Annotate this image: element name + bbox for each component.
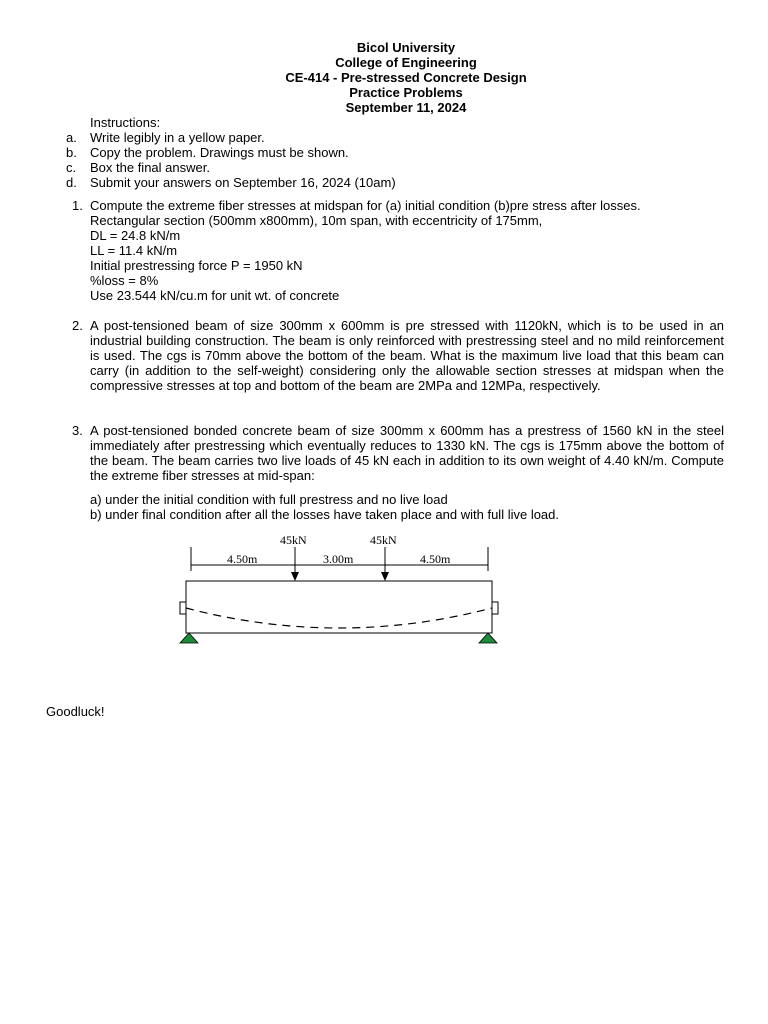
document-header [0, 40, 768, 115]
instruction-marker: b. [66, 145, 77, 160]
beam-body [186, 581, 492, 633]
point-load-right [381, 547, 389, 581]
problem-line: Compute the extreme fiber stresses at midspan for (a) initial condition (b)pre stress after losses. [90, 198, 641, 213]
university-name: Bicol University [356, 40, 456, 55]
subitem: a) under the initial condition with full prestress and no live load [90, 492, 448, 507]
problem-body [90, 423, 724, 522]
problem-2 [66, 318, 724, 393]
instruction-marker: a. [66, 130, 77, 145]
instruction-item [66, 145, 706, 160]
problem-1 [66, 198, 724, 303]
problem-line: Initial prestressing force P = 1950 kN [90, 258, 303, 273]
instructions-block [66, 115, 706, 190]
goodluck-text: Goodluck! [46, 704, 105, 719]
problem-number: 3. [72, 423, 83, 438]
instruction-item [66, 175, 706, 190]
problem-body [90, 198, 724, 303]
dimension-label-middle: 3.00m [323, 552, 354, 566]
instructions-title: Instructions: [90, 115, 161, 130]
instruction-item [66, 130, 706, 145]
college-name: College of Engineering [335, 55, 477, 70]
instruction-marker: d. [66, 175, 77, 190]
problem-line: LL = 11.4 kN/m [90, 243, 178, 258]
document-date: September 11, 2024 [345, 100, 467, 115]
document-type: Practice Problems [349, 85, 463, 100]
dimension-label-right: 4.50m [420, 552, 451, 566]
problem-number: 2. [72, 318, 83, 333]
instruction-text: Submit your answers on September 16, 2024 (10am) [90, 175, 396, 190]
tendon-profile [186, 608, 492, 628]
point-load-left [291, 547, 299, 581]
instruction-marker: c. [66, 160, 77, 175]
instruction-text: Write legibly in a yellow paper. [90, 130, 265, 145]
load-label-left: 45kN [280, 533, 307, 547]
problem-line: Use 23.544 kN/cu.m for unit wt. of concrete [90, 288, 340, 303]
problem-3 [66, 423, 724, 522]
load-label-right: 45kN [370, 533, 397, 547]
problem-line: Rectangular section (500mm x800mm), 10m span, with eccentricity of 175mm, [90, 213, 543, 228]
problem-text: A post-tensioned beam of size 300mm x 600mm is pre stressed with 1120kN, which is to be used in an industrial building construction. The beam is only reinforced with prestressing steel and no mild reinforcement is used. The cgs is 70mm above the bottom of the beam. What is the maximum live load that this beam can carry (in addition to the self-weight) considering only the allowable section stresses at midspan when the compressive stresses at top and bottom of the beam are 2MPa and 12MPa, respectively. [90, 318, 724, 393]
instruction-text: Copy the problem. Drawings must be shown. [90, 145, 349, 160]
anchorage-right [492, 602, 498, 614]
course-title: CE-414 - Pre-stressed Concrete Design [285, 70, 527, 85]
dimension-label-left: 4.50m [227, 552, 258, 566]
beam-diagram [172, 531, 512, 651]
problem-number: 1. [72, 198, 83, 213]
support-right [479, 633, 497, 643]
problem-text: A post-tensioned bonded concrete beam of size 300mm x 600mm has a prestress of 1560 kN in the steel immediately after prestressing which eventually reduces to 1330 kN. The cgs is 175mm above the bottom of the beam. The beam carries two live loads of 45 kN each in addition to its own weight of 4.40 kN/m. Compute the extreme fiber stresses at mid-span: [90, 423, 724, 483]
subitem: b) under final condition after all the losses have taken place and with full live load. [90, 507, 560, 522]
problem-line: DL = 24.8 kN/m [90, 228, 181, 243]
problem-subitems [90, 492, 724, 522]
anchorage-left [180, 602, 186, 614]
support-left [180, 633, 198, 643]
instruction-text: Box the final answer. [90, 160, 210, 175]
problem-line: %loss = 8% [90, 273, 159, 288]
instruction-item [66, 160, 706, 175]
